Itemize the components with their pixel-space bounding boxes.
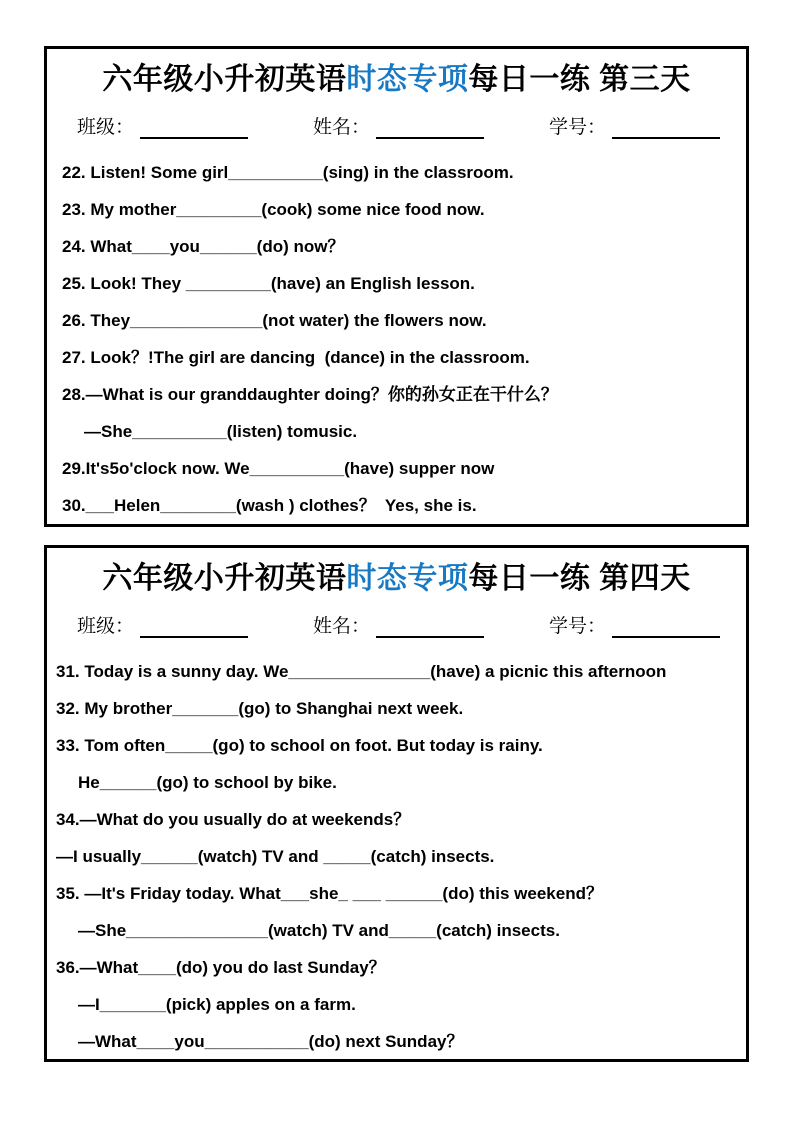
exercise-line-36-answer-2: —What____you___________(do) next Sunday？ xyxy=(78,1032,464,1051)
class-field xyxy=(77,112,248,139)
class-field-blank xyxy=(140,117,248,139)
exercise-line-35: 35. —It's Friday today. What___she_ ___ ______(do) this weekend？ xyxy=(56,884,603,903)
exercise-line-35-answer: —She_______________(watch) TV and_____(catch) insects. xyxy=(78,921,560,940)
class-field-label: 班级： xyxy=(77,117,135,138)
worksheet-title-day3 xyxy=(47,59,746,101)
class-field-blank xyxy=(140,616,248,638)
title-highlight: 时态专项 xyxy=(346,562,469,595)
name-field xyxy=(313,112,484,139)
name-field-label: 姓名： xyxy=(312,616,370,637)
title-highlight: 时态专项 xyxy=(346,63,469,96)
name-field-label: 姓名： xyxy=(312,117,370,138)
exercise-line-22: 22. Listen! Some girl__________(sing) in the classroom. xyxy=(62,163,514,182)
student-id-field-label: 学号： xyxy=(548,616,606,637)
worksheet-day3 xyxy=(44,46,749,527)
exercise-line-24: 24. What____you______(do) now？ xyxy=(62,237,345,256)
exercise-line-33: 33. Tom often_____(go) to school on foot. But today is rainy. xyxy=(56,736,543,755)
student-info-row xyxy=(77,612,720,638)
exercise-line-28-answer: —She__________(listen) tomusic. xyxy=(84,422,358,441)
exercise-line-25: 25. Look! They _________(have) an English lesson. xyxy=(62,274,475,293)
exercise-line-29: 29.It's5o'clock now. We__________(have) supper now xyxy=(62,459,495,478)
exercise-line-36: 36.—What____(do) you do last Sunday？ xyxy=(56,958,386,977)
exercise-list-day3 xyxy=(47,154,746,524)
exercise-line-26: 26. They______________(not water) the flowers now. xyxy=(62,311,487,330)
exercise-line-34-answer: —I usually______(watch) TV and _____(catch) insects. xyxy=(56,847,495,866)
exercise-line-30: 30.___Helen________(wash ) clothes？ Yes, she is. xyxy=(62,496,477,515)
title-text-right: 每日一练 第三天 xyxy=(468,63,691,96)
class-field xyxy=(77,611,248,638)
exercise-line-31: 31. Today is a sunny day. We_______________(have) a picnic this afternoon xyxy=(56,662,667,681)
student-id-field-blank xyxy=(612,616,720,638)
title-text-right: 每日一练 第四天 xyxy=(468,562,691,595)
title-text-left: 六年级小升初英语 xyxy=(102,63,347,96)
exercise-line-28: 28.—What is our granddaughter doing？你的孙女正在干什么？ xyxy=(62,385,558,404)
name-field-blank xyxy=(376,117,484,139)
worksheet-day4 xyxy=(44,545,749,1062)
exercise-line-36-answer-1: —I_______(pick) apples on a farm. xyxy=(78,995,356,1014)
name-field-blank xyxy=(376,616,484,638)
exercise-line-33-continuation: He______(go) to school by bike. xyxy=(78,773,337,792)
exercise-line-32: 32. My brother_______(go) to Shanghai next week. xyxy=(56,699,464,718)
class-field-label: 班级： xyxy=(77,616,135,637)
student-id-field xyxy=(549,112,720,139)
student-id-field xyxy=(549,611,720,638)
student-info-row xyxy=(77,113,720,139)
exercise-line-34: 34.—What do you usually do at weekends？ xyxy=(56,810,411,829)
exercise-list-day4 xyxy=(47,653,746,1060)
worksheet-title-day4 xyxy=(47,558,746,600)
title-text-left: 六年级小升初英语 xyxy=(102,562,347,595)
student-id-field-label: 学号： xyxy=(548,117,606,138)
exercise-line-27: 27. Look？!The girl are dancing (dance) in the classroom. xyxy=(62,348,530,367)
exercise-line-23: 23. My mother_________(cook) some nice food now. xyxy=(62,200,485,219)
student-id-field-blank xyxy=(612,117,720,139)
name-field xyxy=(313,611,484,638)
